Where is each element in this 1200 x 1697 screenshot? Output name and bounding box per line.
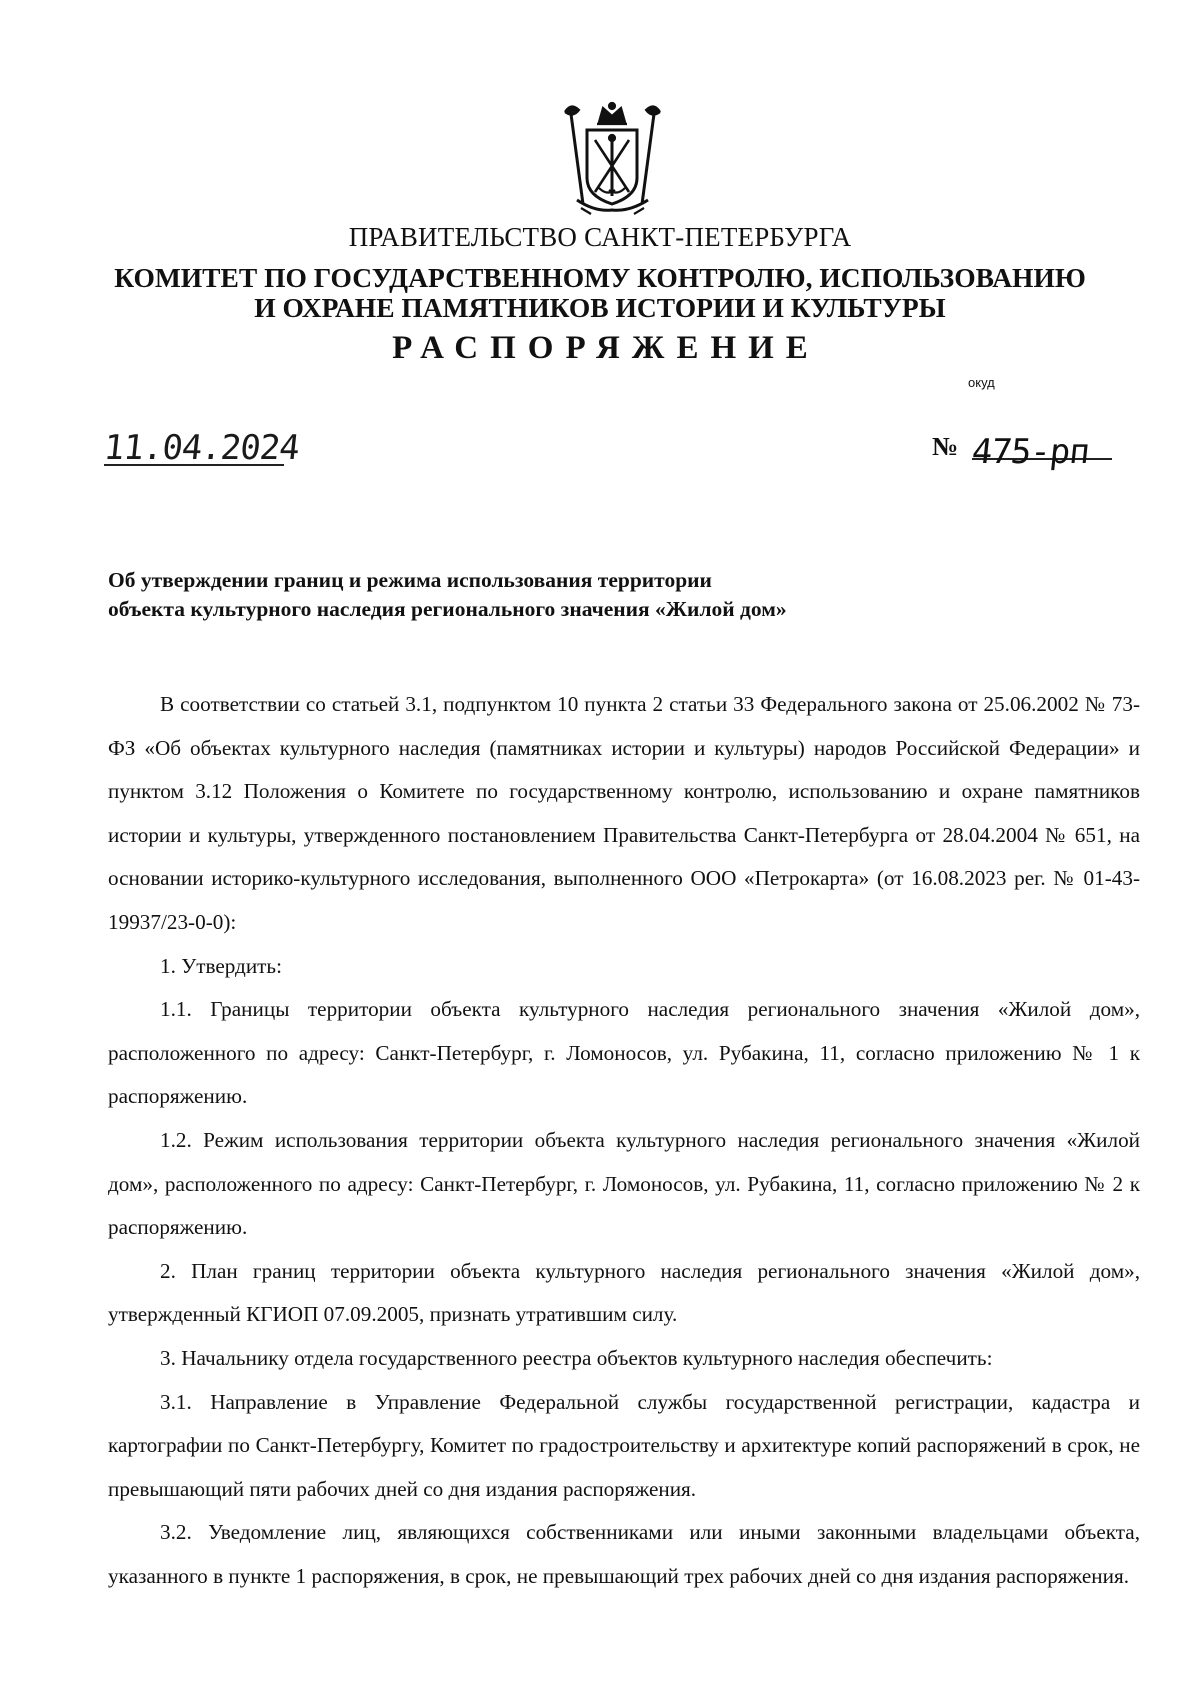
number-sign: № (932, 432, 959, 461)
preamble-paragraph: В соответствии со статьей 3.1, подпунктом 10 пункта 2 статьи 33 Федерального закона от 25.06.2002 № 73-ФЗ «Об объектах культурного наследия (памятниках истории и культуры) народов Российской Федерации» и пунктом 3.12 Положения о Комитете по государственному контролю, использованию и охране памятников истории и культуры, утвержденного постановлением Правительства Санкт-Петербурга от 28.04.2004 № 651, на основании историко-культурного исследования, выполненного ООО «Петрокарта» (от 16.08.2023 рег. № 01-43-19937/23-0-0): (108, 692, 1140, 934)
paragraph-3: 3. Начальнику отдела государственного реестра объектов культурного наследия обеспечить: (160, 1345, 993, 1370)
paragraph-1-1: 1.1. Границы территории объекта культурного наследия регионального значения «Жилой дом», расположенного по адресу: Санкт-Петербург, г. Ломоносов, ул. Рубакина, 11, согласно приложению № 1 к распоряжению. (108, 997, 1140, 1109)
document-number: 475-рп (969, 432, 1091, 472)
paragraph-2: 2. План границ территории объекта культурного наследия регионального значения «Жилой дом», утвержденный КГИОП 07.09.2005, признать утратившим силу. (108, 1258, 1140, 1327)
saint-petersburg-coat-of-arms-icon (555, 100, 670, 218)
government-name: ПРАВИТЕЛЬСТВО САНКТ-ПЕТЕРБУРГА (348, 222, 852, 252)
document-subject (108, 566, 1008, 624)
paragraph-1-2: 1.2. Режим использования территории объекта культурного наследия регионального значения «Жилой дом», расположенного по адресу: Санкт-Петербург, г. Ломоносов, ул. Рубакина, 11, согласно приложению № 2 к распоряжению. (108, 1127, 1140, 1240)
paragraph-3-2: 3.2. Уведомление лиц, являющихся собственниками или иными законными владельцами объекта, указанного в пункте 1 распоряжения, в срок, не превышающий трех рабочих дней со дня издания распоряжения. (108, 1520, 1140, 1588)
document-type-title: РАСПОРЯЖЕНИЕ (392, 330, 820, 366)
document-body (108, 683, 1140, 1598)
subject-line-1: Об утверждении границ и режима использования территории (108, 568, 712, 592)
document-number-field (969, 418, 1112, 472)
document-date-field (101, 420, 301, 468)
paragraph-3-1: 3.1. Направление в Управление Федеральной службы государственной регистрации, кадастра и картографии по Санкт-Петербургу, Комитет по градостроительству и архитектуре копий распоряжений в срок, не превышающий пяти рабочих дней со дня издания распоряжения. (108, 1389, 1140, 1501)
subject-line-2: объекта культурного наследия регионального значения «Жилой дом» (108, 597, 787, 621)
committee-name-line-1: КОМИТЕТ ПО ГОСУДАРСТВЕННОМУ КОНТРОЛЮ, ИСПОЛЬЗОВАНИЮ (114, 262, 1086, 293)
document-date: 11.04.2024 (101, 428, 301, 468)
okud-label: окуд (968, 375, 995, 390)
paragraph-1: 1. Утвердить: (160, 953, 282, 978)
committee-name-line-2: И ОХРАНЕ ПАМЯТНИКОВ ИСТОРИИ И КУЛЬТУРЫ (254, 292, 946, 323)
